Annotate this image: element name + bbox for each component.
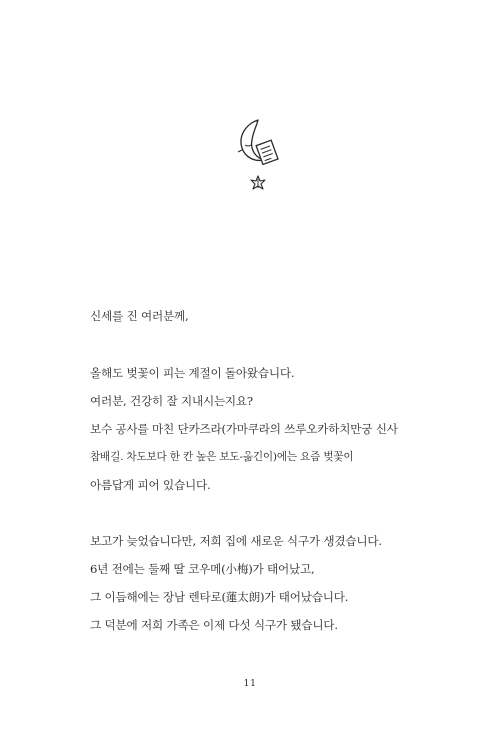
paragraph-2-line-1: 보고가 늦었습니다만, 저희 집에 새로운 식구가 생겼습니다.	[90, 534, 382, 548]
paragraph-1-line-1: 올해도 벚꽃이 피는 계절이 돌아왔습니다.	[90, 366, 295, 380]
page-number: 11	[243, 678, 257, 689]
paragraph-2-line-3: 그 이듬해에는 장남 렌타로(蓮太朗)가 태어났습니다.	[90, 590, 349, 604]
paragraph-2-line-2: 6년 전에는 둘째 딸 코우메(小梅)가 태어났고,	[90, 562, 315, 576]
crescent-moon-book-icon	[228, 112, 288, 196]
paragraph-1-line-5: 아름답게 피어 있습니다.	[90, 478, 211, 492]
paragraph-1-line-4: 참배길. 차도보다 한 칸 높은 보도-옮긴이)에는 요즘 벚꽃이	[90, 451, 354, 463]
paragraph-2-line-4: 그 덕분에 저희 가족은 이제 다섯 식구가 됐습니다.	[90, 618, 338, 632]
paragraph-1-line-3: 보수 공사를 마친 단카즈라(가마쿠라의 쓰루오카하치만궁 신사	[90, 422, 398, 436]
letter-body	[90, 302, 420, 639]
letter-salutation: 신세를 진 여러분께,	[90, 309, 189, 323]
paragraph-1-line-2: 여러분, 건강히 잘 지내시는지요?	[90, 394, 253, 408]
